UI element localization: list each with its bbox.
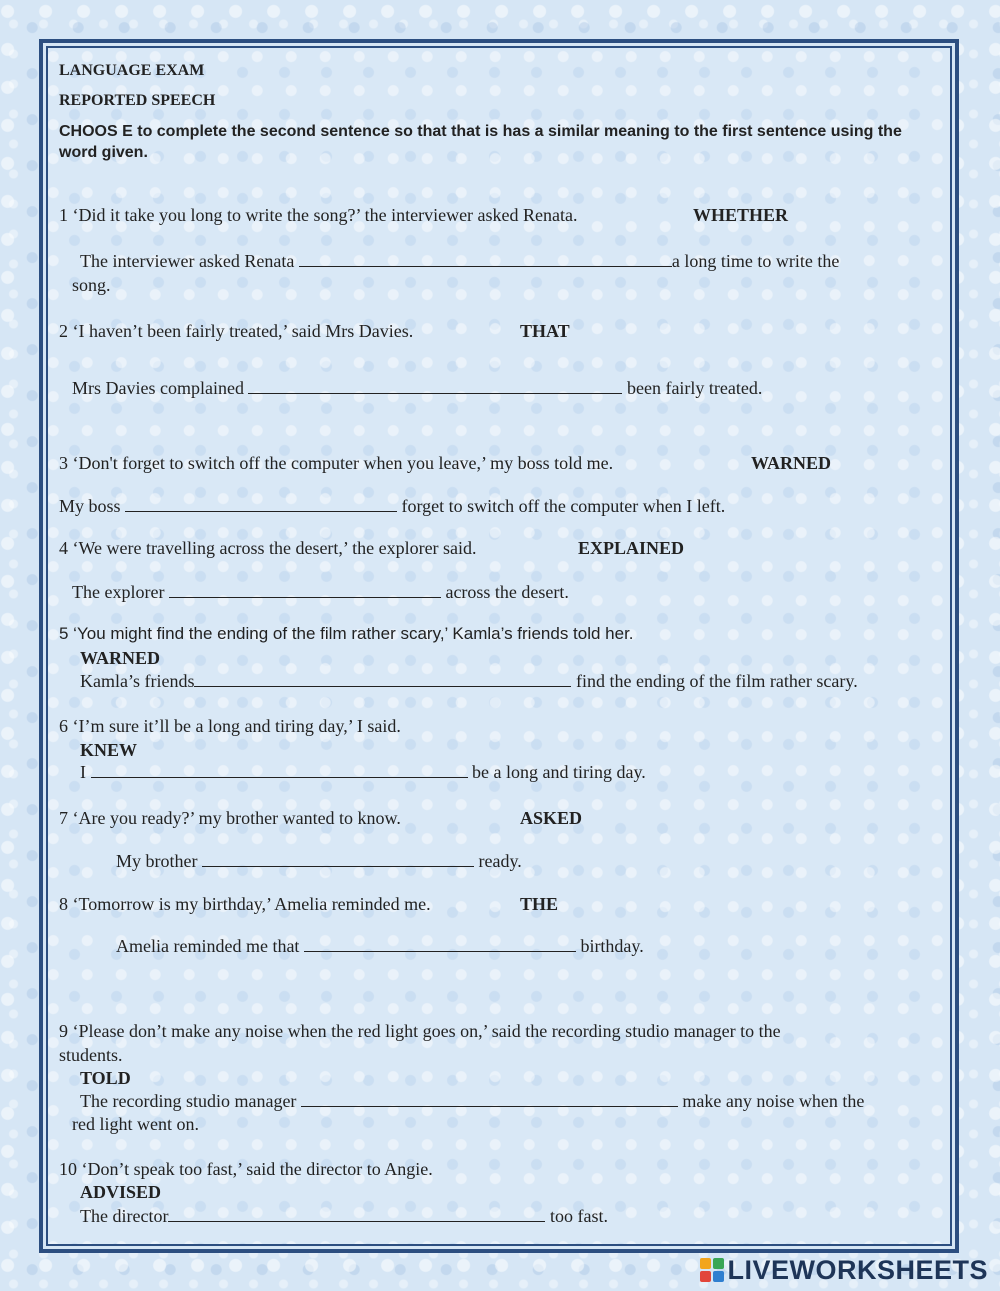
question-7-prompt: 7 ‘Are you ready?’ my brother wanted to know. <box>59 808 401 828</box>
question-9-prompt: 9 ‘Please don’t make any noise when the red light goes on,’ said the recording studio manager to the <box>59 1021 781 1041</box>
question-4-blank[interactable] <box>169 581 441 598</box>
question-10-blank[interactable] <box>168 1205 545 1222</box>
question-1-keyword: WHETHER <box>693 205 789 225</box>
question-3-prompt: 3 ‘Don't forget to switch off the computer when you leave,’ my boss told me. <box>59 453 614 473</box>
question-4-prompt: 4 ‘We were travelling across the desert,’ the explorer said. <box>59 538 477 558</box>
question-3-after: forget to switch off the computer when I left. <box>401 496 726 516</box>
question-9-after: make any noise when the <box>682 1091 865 1111</box>
question-10-keyword: ADVISED <box>80 1182 162 1202</box>
question-5-prompt: 5 ‘You might find the ending of the film rather scary,’ Kamla’s friends told her. <box>59 624 634 643</box>
question-9-before: The recording studio manager <box>80 1091 297 1111</box>
question-10-after: too fast. <box>549 1206 608 1226</box>
exam-title: LANGUAGE EXAM <box>59 62 205 79</box>
question-3-answer-line <box>59 495 725 517</box>
question-8-before: Amelia reminded me that <box>116 936 300 956</box>
question-8-keyword: THE <box>520 894 559 914</box>
question-2-blank[interactable] <box>248 377 622 394</box>
question-5-keyword: WARNED <box>80 648 161 668</box>
question-4-after: across the desert. <box>445 582 569 602</box>
question-3-keyword: WARNED <box>751 453 832 473</box>
question-1-prompt: 1 ‘Did it take you long to write the song?’ the interviewer asked Renata. <box>59 205 578 225</box>
question-4-before: The explorer <box>72 582 165 602</box>
question-9-keyword: TOLD <box>80 1068 131 1088</box>
question-6-keyword: KNEW <box>80 740 138 760</box>
question-1-answer-line <box>80 250 839 272</box>
question-6-blank[interactable] <box>91 761 468 778</box>
question-8-blank[interactable] <box>304 935 576 952</box>
liveworksheets-logo[interactable] <box>700 1254 988 1286</box>
instructions: CHOOS E to complete the second sentence so that that is has a similar meaning to the first sentence using the word given. <box>59 123 902 161</box>
question-1-before: The interviewer asked Renata <box>80 251 295 271</box>
question-1-blank[interactable] <box>299 250 672 267</box>
question-9-answer-line <box>80 1090 864 1112</box>
question-6-after: be a long and tiring day. <box>472 762 646 782</box>
question-2-before: Mrs Davies complained <box>72 378 244 398</box>
question-9-prompt-cont: students. <box>59 1045 123 1065</box>
question-9-after-cont: red light went on. <box>72 1114 199 1134</box>
question-10-answer-line <box>80 1205 608 1227</box>
question-2-keyword: THAT <box>520 321 570 341</box>
question-7-answer-line <box>116 850 522 872</box>
question-10-prompt: 10 ‘Don’t speak too fast,’ said the director to Angie. <box>59 1159 433 1179</box>
question-5-after: find the ending of the film rather scary. <box>575 671 858 691</box>
question-1-after-cont: song. <box>72 275 111 295</box>
question-3-blank[interactable] <box>125 495 397 512</box>
question-6-before: I <box>80 762 86 782</box>
question-5-before: Kamla’s friends <box>80 671 195 691</box>
question-2-after: been fairly treated. <box>626 378 763 398</box>
liveworksheets-logo-icon <box>700 1258 724 1282</box>
question-9-blank[interactable] <box>301 1090 678 1107</box>
question-7-blank[interactable] <box>202 850 474 867</box>
question-5-blank[interactable] <box>194 670 571 687</box>
question-3-before: My boss <box>59 496 121 516</box>
question-7-keyword: ASKED <box>520 808 583 828</box>
question-10-before: The director <box>80 1206 169 1226</box>
question-7-after: ready. <box>478 851 522 871</box>
question-1-after: a long time to write the <box>671 251 840 271</box>
question-7-before: My brother <box>116 851 198 871</box>
liveworksheets-logo-text: LIVEWORKSHEETS <box>727 1255 988 1285</box>
question-8-answer-line <box>116 935 644 957</box>
question-6-prompt: 6 ‘I’m sure it’ll be a long and tiring day,’ I said. <box>59 716 401 736</box>
question-4-answer-line <box>72 581 569 603</box>
question-8-prompt: 8 ‘Tomorrow is my birthday,’ Amelia reminded me. <box>59 894 431 914</box>
question-2-answer-line <box>72 377 762 399</box>
question-8-after: birthday. <box>580 936 644 956</box>
question-2-prompt: 2 ‘I haven’t been fairly treated,’ said Mrs Davies. <box>59 321 414 341</box>
topic-title: REPORTED SPEECH <box>59 92 216 109</box>
question-4-keyword: EXPLAINED <box>578 538 685 558</box>
question-6-answer-line <box>80 761 646 783</box>
question-5-answer-line <box>80 670 858 692</box>
